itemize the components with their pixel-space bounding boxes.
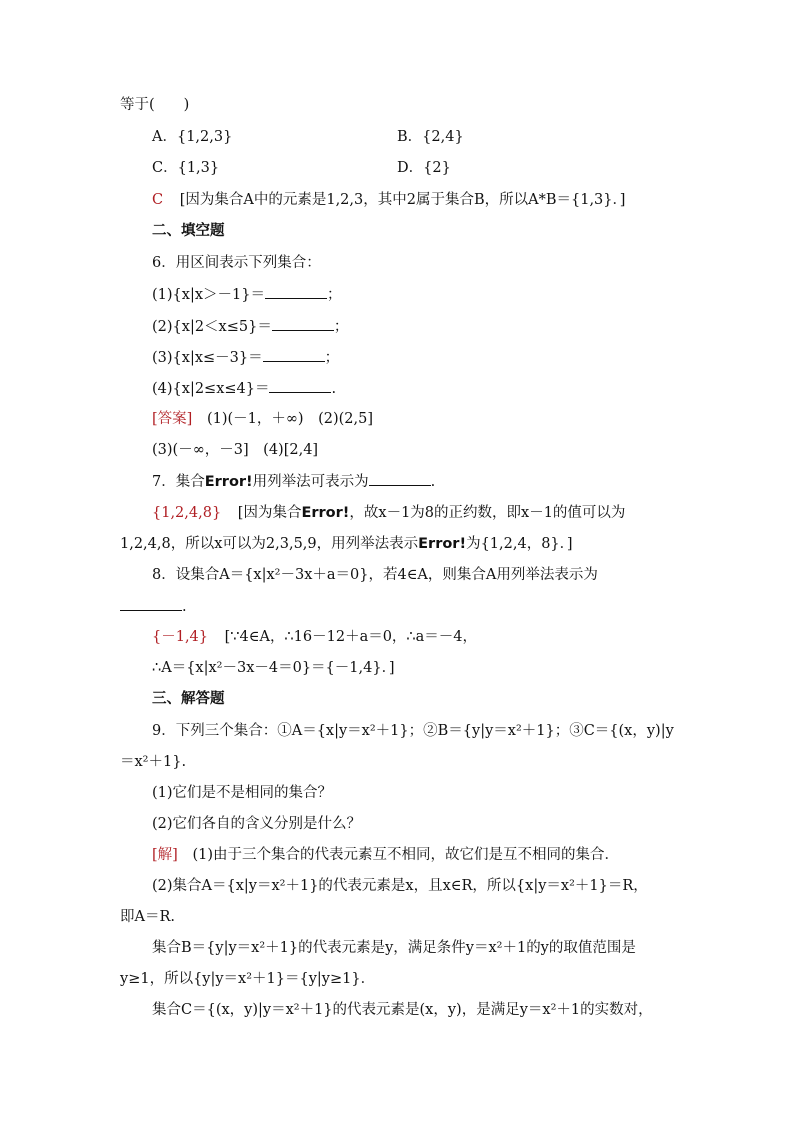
q6-part-2 (152, 316, 348, 337)
q6-part-1-end: ； (326, 287, 342, 303)
q6-part-4 (152, 378, 336, 399)
answer-blank (272, 316, 334, 331)
q9-sub-2: (2)它们各自的含义分别是什么？ (152, 816, 362, 832)
q8-stem-2 (120, 596, 187, 617)
q5-option-b: B．{2,4} (397, 129, 464, 145)
q8-stem-end: . (182, 599, 187, 615)
q9-solution-1: (1)由于三个集合的代表元素互不相同，故它们是互不相同的集合． (192, 847, 619, 863)
q6-answer-line-1 (152, 409, 373, 429)
q6-part-2-text: (2){x|2＜x≤5}＝ (152, 319, 272, 335)
answer-blank (265, 284, 327, 299)
q7-expl-1a: [因为集合 (237, 505, 302, 521)
q7-answer-line-2 (120, 534, 573, 554)
q6-part-1 (152, 284, 341, 305)
answer-blank (369, 471, 431, 486)
q7-expl-2a: 1,2,4,8，所以x可以为2,3,5,9，用列举法表示 (120, 536, 419, 552)
q5-option-d: D．{2} (397, 160, 451, 176)
section-title-fill-in: 二、填空题 (152, 223, 225, 239)
q8-expl-1: [∵4∈A，∴16－12＋a＝0，∴a＝－4， (224, 629, 478, 645)
q9-solution-line-5: y≥1，所以{y|y＝x²＋1}＝{y|y≥1}． (120, 971, 376, 987)
q5-option-c: C．{1,3} (152, 160, 220, 176)
q7-stem-end: . (430, 474, 436, 490)
q7-stem (152, 471, 435, 492)
q9-stem-2: ＝x²＋1}. (120, 754, 187, 770)
q6-stem: 6．用区间表示下列集合： (152, 255, 321, 271)
q9-solution-line-2: (2)集合A＝{x|y＝x²＋1}的代表元素是x，且x∈R，所以{x|y＝x²＋1}＝R， (152, 878, 648, 894)
q6-part-1-text: (1){x|x＞－1}＝ (152, 287, 265, 303)
q7-expl-error-field-2: Error! (418, 536, 467, 552)
q6-part-4-end: . (331, 381, 337, 397)
q9-solution-line-6: 集合C＝{(x，y)|y＝x²＋1}的代表元素是(x，y)，是满足y＝x²＋1的实数对， (152, 1002, 653, 1018)
q8-answer-line-1 (152, 627, 477, 647)
answer-blank (263, 347, 325, 362)
q8-answer-line-2: ∴A＝{x|x²－3x－4＝0}＝{－1,4}．] (152, 660, 395, 676)
q5-stem-tail: 等于( ) (120, 97, 190, 113)
answer-blank (120, 596, 182, 611)
q7-error-field: Error! (204, 474, 253, 490)
q7-answer: {1,2,4,8} (152, 505, 222, 521)
q9-stem-1: 9．下列三个集合：①A＝{x|y＝x²＋1}；②B＝{y|y＝x²＋1}；③C＝{(x，y)|y (152, 723, 674, 739)
q6-part-4-text: (4){x|2≤x≤4}＝ (152, 381, 270, 397)
q7-stem-b: 用列举法可表示为 (252, 474, 369, 490)
q6-part-3 (152, 347, 339, 368)
q6-answer-tag: [答案] (152, 411, 193, 427)
q8-stem-1: 8．设集合A＝{x|x²－3x＋a＝0}，若4∈A，则集合A用列举法表示为 (152, 567, 598, 583)
q7-expl-2b: 为{1,2,4，8}．] (466, 536, 573, 552)
section-title-solve: 三、解答题 (152, 691, 225, 707)
q5-option-a: A．{1,2,3} (152, 129, 233, 145)
q7-expl-error-field: Error! (301, 505, 350, 521)
q7-answer-line-1 (152, 503, 625, 523)
q5-answer-line (152, 190, 625, 210)
answer-blank (269, 378, 331, 393)
q6-part-3-end: ； (324, 350, 340, 366)
q9-solution-line-1 (152, 845, 619, 865)
q9-sub-1: (1)它们是不是相同的集合？ (152, 785, 333, 801)
q5-answer: C (152, 192, 164, 208)
q7-expl-1b: ，故x－1为8的正约数，即x－1的值可以为 (349, 505, 626, 521)
q6-part-3-text: (3){x|x≤－3}＝ (152, 350, 263, 366)
q8-answer: {－1,4} (152, 629, 209, 645)
q6-part-2-end: ； (333, 319, 349, 335)
q9-solution-tag: [解] (152, 847, 178, 863)
q9-solution-line-4: 集合B＝{y|y＝x²＋1}的代表元素是y，满足条件y＝x²＋1的y的取值范围是 (152, 940, 636, 956)
q6-answer-1: (1)(－1，＋∞) (2)(2,5] (206, 411, 374, 427)
q6-answer-line-2: (3)(－∞，－3] (4)[2,4] (152, 442, 319, 458)
q7-stem-a: 7．集合 (152, 474, 205, 490)
q9-solution-line-3: 即A＝R. (120, 909, 175, 925)
q5-explanation: [因为集合A中的元素是1,2,3，其中2属于集合B，所以A*B＝{1,3}．] (179, 192, 626, 208)
